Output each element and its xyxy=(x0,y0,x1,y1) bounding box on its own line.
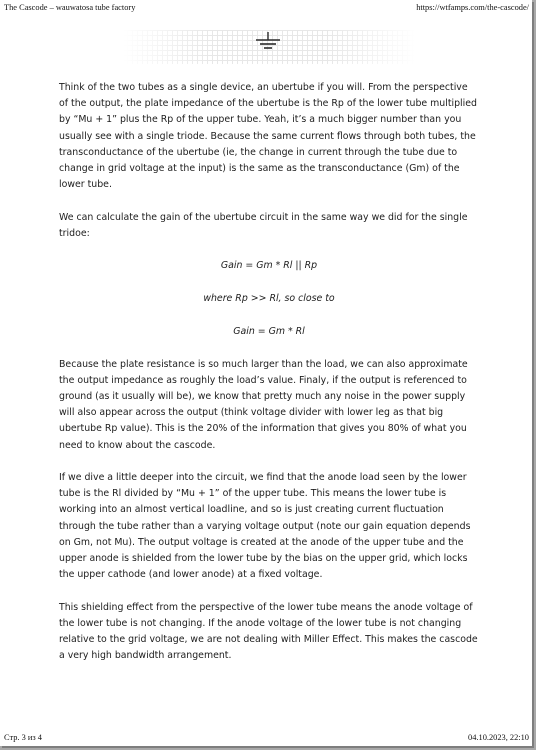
article-body xyxy=(59,80,479,681)
ground-symbol-icon xyxy=(253,31,283,53)
header-page-url[interactable]: https://wtfamps.com/the-cascode/ xyxy=(416,3,529,12)
equation-gain-simplified: Gain = Gm * Rl xyxy=(233,325,305,337)
paragraph-anode-load: If we dive a little deeper into the circuit, we find that the anode load seen by the lower tube is the Rl divided by “Mu + 1” of the upper tube. This means the lower tube is working into an almost vertical loadline, and so is just creating current fluctuation through the tube rather than a varying voltage output (note our gain equation depends on Gm, not Mu). The output voltage is created at the anode of the upper tube and the upper anode is shielded from the lower tube by the bias on the upper grid, which locks the upper cathode (and lower anode) at a fixed voltage. xyxy=(59,472,471,581)
equation-condition: where Rp >> Rl, so close to xyxy=(203,293,335,304)
paragraph-gain-intro: We can calculate the gain of the ubertube circuit in the same way we did for the single tridoe: xyxy=(59,211,468,239)
footer-print-datetime: 04.10.2023, 22:10 xyxy=(468,733,529,742)
paragraph-output-impedance: Because the plate resistance is so much larger than the load, we can also approximate the output impedance as roughly the load’s value. Finaly, if the output is referenced to ground (as it usually will be), we know that pretty much any noise in the power supply will also appear across the output (think voltage divider with lower leg as that big ubertube Rp value). This is the 20% of the information that gives you 80% of what you need to know about the cascode. xyxy=(59,358,468,451)
header-page-title: The Cascode – wauwatosa tube factory xyxy=(4,3,136,12)
footer-page-number: Стр. 3 из 4 xyxy=(4,733,42,742)
equation-gain-parallel: Gain = Gm * Rl || Rp xyxy=(220,260,318,272)
paragraph-ubertube-intro: Think of the two tubes as a single device, an ubertube if you will. From the perspective of the output, the plate impedance of the ubertube is the Rp of the lower tube multiplied by “Mu + 1” plus the Rp of the upper tube. Yeah, it’s a much bigger number than you usually see with a single triode. Because the same current flows through both tubes, the transconductance of the ubertube (ie, the change in current through the tube due to change in grid voltage at the input) is the same as the transconductance (Gm) of the lower tube. xyxy=(59,82,477,191)
paragraph-shielding-effect: This shielding effect from the perspective of the lower tube means the anode voltage of the lower tube is not changing. If the anode voltage of the lower tube is not changing relative to the grid voltage, we are not dealing with Miller Effect. This makes the cascode a very high bandwidth arrangement. xyxy=(59,601,478,662)
